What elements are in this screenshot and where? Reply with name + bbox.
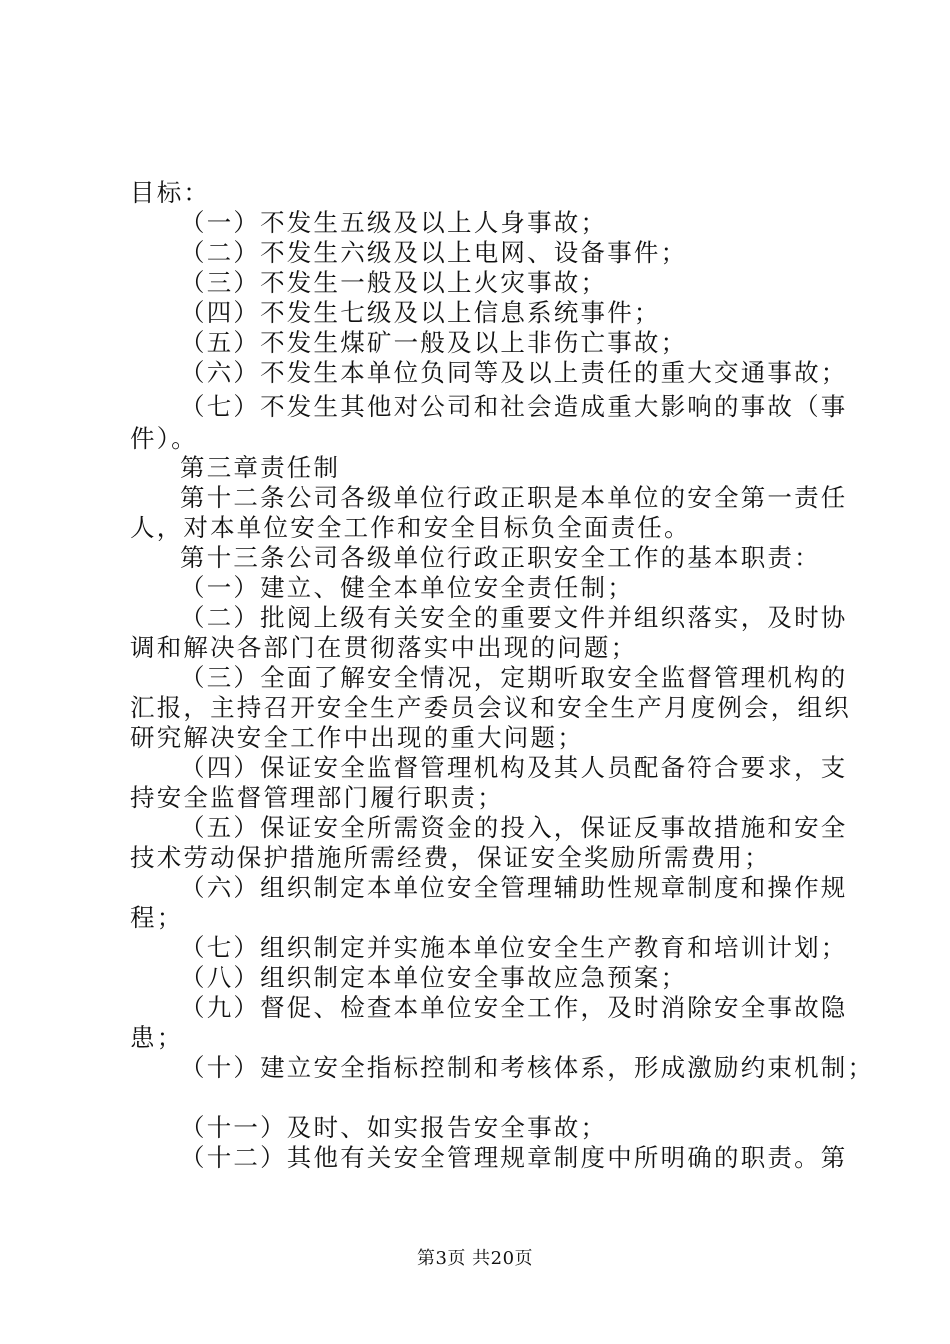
chapter-heading: 第三章责任制 — [180, 453, 341, 482]
text-line: （三）不发生一般及以上火灾事故； — [180, 268, 608, 297]
text-line: 研究解决安全工作中出现的重大问题； — [130, 723, 584, 752]
text-line: （九）督促、检查本单位安全工作，及时消除安全事故隐 — [180, 993, 848, 1022]
text-line: （四）保证安全监督管理机构及其人员配备符合要求，支 — [180, 753, 848, 782]
page-number-footer: 第3页 共20页 — [416, 1248, 534, 1269]
text-line: （一）不发生五级及以上人身事故； — [180, 208, 608, 237]
text-line: 目标： — [130, 178, 211, 207]
text-line: 调和解决各部门在贯彻落实中出现的问题； — [130, 633, 638, 662]
text-line: （五）保证安全所需资金的投入，保证反事故措施和安全 — [180, 813, 848, 842]
text-line: （六）组织制定本单位安全管理辅助性规章制度和操作规 — [180, 873, 848, 902]
text-line: （四）不发生七级及以上信息系统事件； — [180, 298, 661, 327]
text-line: 人，对本单位安全工作和安全目标负全面责任。 — [130, 513, 691, 542]
text-line: （十二）其他有关安全管理规章制度中所明确的职责。第 — [180, 1143, 848, 1172]
text-line: （一）建立、健全本单位安全责任制； — [180, 573, 634, 602]
text-line: （二）批阅上级有关安全的重要文件并组织落实，及时协 — [180, 603, 848, 632]
text-line: 患； — [130, 1023, 184, 1052]
text-line: （三）全面了解安全情况，定期听取安全监督管理机构的 — [180, 663, 848, 692]
text-line: （二）不发生六级及以上电网、设备事件； — [180, 238, 688, 267]
text-line: （五）不发生煤矿一般及以上非伤亡事故； — [180, 328, 688, 357]
text-line: 程； — [130, 903, 184, 932]
text-line: （七）组织制定并实施本单位安全生产教育和培训计划； — [180, 933, 848, 962]
text-line: （十）建立安全指标控制和考核体系，形成激励约束机制； — [180, 1053, 875, 1082]
text-line: 技术劳动保护措施所需经费，保证安全奖励所需费用； — [130, 843, 771, 872]
text-line: 件）。 — [130, 424, 198, 453]
text-line: （八）组织制定本单位安全事故应急预案； — [180, 963, 688, 992]
text-line: （十一）及时、如实报告安全事故； — [180, 1113, 608, 1142]
text-line: 汇报，主持召开安全生产委员会议和安全生产月度例会，组织 — [130, 693, 851, 722]
text-line: 持安全监督管理部门履行职责； — [130, 783, 504, 812]
text-line: 第十二条公司各级单位行政正职是本单位的安全第一责任 — [180, 483, 848, 512]
text-line: （六）不发生本单位负同等及以上责任的重大交通事故； — [180, 358, 848, 387]
text-line: 第十三条公司各级单位行政正职安全工作的基本职责： — [180, 543, 821, 572]
text-line: （七）不发生其他对公司和社会造成重大影响的事故（事 — [180, 392, 848, 421]
